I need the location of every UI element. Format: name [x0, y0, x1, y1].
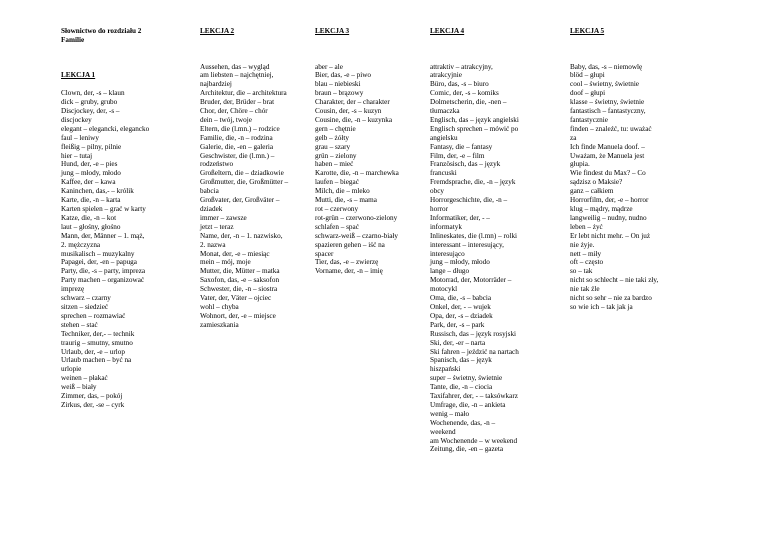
spacer	[200, 45, 322, 54]
spacer	[430, 45, 552, 54]
lesson-4-entries: attraktiv – atrakcyjny, atrakcyjnie Büro, das, -s – biuro Comic, der, -s – komiks Dolmetscherin, die, -nen – tłumaczka Englisch, das – język angielski Englisch sprechen – mówić po angielsku Fantasy, die – fantasy Film, der, -e – film Französisch, das – język francuski Fremdsprache, die, -n – język obcy Horrorgeschichte, die, -n – horror Informatiker, der, - – informatyk Inlineskates, die (l.mn) – rolki interessant – interesujący, interesująco jung – młody, młodo lange – długo Motorrad, der, Motorräder – motocykl Oma, die, -s – babcia Onkel, der, - – wujek Opa, der, -s – dziadek Park, der, -s – park Russisch, das – język rosyjski Ski, der, -er – narta Ski fahren – jeździć na nartach Spanisch, das – język hiszpański super – świetny, świetnie Tante, die, -n – ciocia Taxifahrer, der, - – taksówkarz Umfrage, die, -n – ankieta wenig – mało Wochenende, das, -n – weekend am Wochenende – w weekend Zeitung, die, -en – gazeta	[430, 62, 519, 454]
lesson-1-entries: Clown, der, -s – klaun dick – gruby, grubo Discjockey, der, -s – discjockey elegant – elegancki, elegancko faul – leniwy fleißig – pilny, pilnie hier – tutaj Hund, der, -e – pies jung – młody, młodo Kaffee, der – kawa Kaninchen, das,- – królik Karte, die, -n – karta Karten spielen – grać w karty Katze, die, -n – kot laut – głośny, głośno Mann, der, Männer – 1. mąż, 2. mężczyzna musikalisch – muzykalny Papagei, der, -en – papuga Party, die, -s – party, impreza Party machen – organizować imprezę schwarz – czarny sitzen – siedzieć sprechen – rozmawiać stehen – stać Techniker, der,- – technik traurig – smutny, smutno Urlaub, der, -e – urlop Urlaub machen – być na urlopie weinen – płakać weiß – biały Zimmer, das, – pokój Zirkus, der, -se – cyrk	[61, 89, 150, 409]
column-vocab-lesson-2	[200, 18, 322, 339]
column-vocab-lesson-5	[570, 18, 692, 321]
lesson-5-entries: Baby, das, -s – niemowlę blöd – głupi cool – świetny, świetnie doof – głupi klasse – świetny, świetnie fantastisch – fantastyczny, fantastycznie finden – znaleźć, tu: uważać za Ich finde Manuela doof. – Uważam, że Manuela jest głupia. Wie findest du Max? – Co sądzisz o Maksie? ganz – całkiem Horrorfilm, der, -e – horror klug – mądry, mądrze langweilig – nudny, nudno leben – żyć Er lebt nicht mehr. – On już nie żyje. nett – miły oft – często so – tak nicht so schlecht – nie taki zły, nie tak źle nicht so sehr – nie za bardzo so wie ich – tak jak ja	[570, 62, 659, 311]
spacer	[61, 54, 183, 63]
column-vocab-lesson-1	[61, 18, 183, 419]
lesson-1-heading: LEKCJA 1	[61, 71, 96, 80]
lesson-2-heading: LEKCJA 2	[200, 26, 235, 35]
lesson-2-entries: Aussehen, das – wygląd am liebsten – najchętniej, najbardziej Architektur, die – architektura Bruder, der, Brüder – brat Chor, der, Chöre – chór dein – twój, twoje Eltern, die (l.mn.) – rodzice Familie, die, -n – rodzina Galerie, die, -en – galeria Geschwister, die (l.mn.) – rodzeństwo Großeltern, die – dziadkowie Großmutter, die, Großmütter – babcia Großvater, der, Großväter – dziadek immer – zawsze jetzt – teraz Name, der, -n – 1. nazwisko, 2. nazwa Monat, der, -e – miesiąc mein – mój, moje Mutter, die, Mütter – matka Saxofon, das, -e – saksofon Schwester, die, -n – siostra Vater, der, Väter – ojciec wohl – chyba Wohnort, der, -e – miejsce zamieszkania	[200, 62, 289, 329]
lesson-3-entries: aber – ale Bier, das, -e – piwo blau – niebieski braun – brązowy Charakter, der – charakter Cousin, der, -s – kuzyn Cousine, die, -n – kuzynka gern – chętnie gelb – żółty grau – szary grün – zielony haben – mieć Karotte, die, -n – marchewka laufen – biegać Milch, die – mleko Mutti, die, -s – mama rot – czerwony rot-grün – czerwono-zielony schlafen – spać schwarz-weiß – czarno-biały spazieren gehen – iść na spacer Tier, das, -e – zwierzę Vorname, der, -n – imię	[315, 62, 399, 276]
document-title: Słownictwo do rozdziału 2 Familie	[61, 26, 142, 44]
lesson-5-heading: LEKCJA 5	[570, 26, 605, 35]
spacer	[570, 45, 692, 54]
lesson-4-heading: LEKCJA 4	[430, 26, 465, 35]
lesson-3-heading: LEKCJA 3	[315, 26, 350, 35]
column-vocab-lesson-3	[315, 18, 437, 285]
spacer	[315, 45, 437, 54]
column-vocab-lesson-4	[430, 18, 552, 463]
